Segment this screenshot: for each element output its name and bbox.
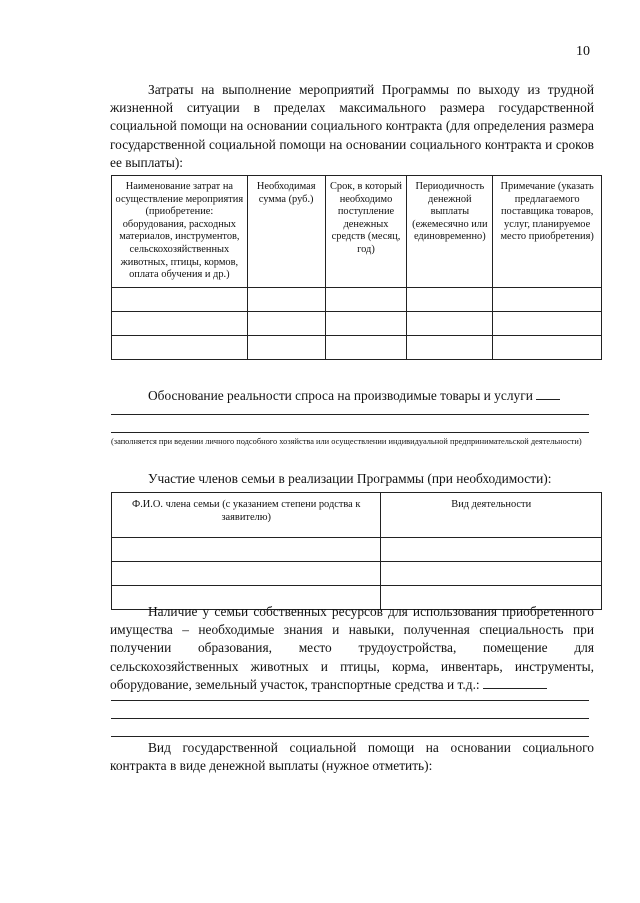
resources-input-line[interactable] xyxy=(111,700,589,701)
resources-paragraph xyxy=(110,603,594,694)
costs-header-amount: Необходимая сумма (руб.) xyxy=(247,176,325,288)
table-cell[interactable] xyxy=(112,287,248,311)
table-cell[interactable] xyxy=(407,287,493,311)
table-cell[interactable] xyxy=(493,311,602,335)
demand-label-line xyxy=(148,387,560,404)
table-cell[interactable] xyxy=(325,287,407,311)
table-cell[interactable] xyxy=(325,311,407,335)
table-cell[interactable] xyxy=(247,311,325,335)
costs-header-note: Примечание (указать предлагаемого поставщика товаров, услуг, планируемое место приобретения) xyxy=(493,176,602,288)
demand-input-line[interactable] xyxy=(111,432,589,433)
table-row xyxy=(112,335,602,359)
table-cell[interactable] xyxy=(112,311,248,335)
table-cell[interactable] xyxy=(247,335,325,359)
resources-input-line[interactable] xyxy=(111,736,589,737)
demand-input-blank[interactable] xyxy=(536,387,560,400)
family-header-name: Ф.И.О. члена семьи (с указанием степени родства к заявителю) xyxy=(112,493,381,538)
table-row xyxy=(112,562,602,586)
table-cell[interactable] xyxy=(493,335,602,359)
table-cell[interactable] xyxy=(381,562,602,586)
demand-input-line[interactable] xyxy=(111,414,589,415)
resources-input-line[interactable] xyxy=(111,718,589,719)
table-cell[interactable] xyxy=(493,287,602,311)
table-cell[interactable] xyxy=(112,562,381,586)
table-cell[interactable] xyxy=(407,335,493,359)
table-cell[interactable] xyxy=(381,538,602,562)
table-row xyxy=(112,538,602,562)
costs-intro-paragraph: Затраты на выполнение мероприятий Программы по выходу из трудной жизненной ситуации в пределах максимального размера государственной социальной помощи на основании социального контракта (для определения размера государственной социальной помощи на основании социального контракта и сроков ее выплаты): xyxy=(110,82,594,170)
family-table xyxy=(111,492,602,610)
resources-input-blank[interactable] xyxy=(483,676,547,689)
costs-table xyxy=(111,175,602,360)
costs-header-term: Срок, в который необходимо поступление денежных средств (месяц, год) xyxy=(325,176,407,288)
family-header-activity: Вид деятельности xyxy=(381,493,602,538)
family-table-header-row xyxy=(112,493,602,538)
table-cell[interactable] xyxy=(112,335,248,359)
table-cell[interactable] xyxy=(407,311,493,335)
table-row xyxy=(112,287,602,311)
demand-note: (заполняется при ведении личного подсобного хозяйства или осуществлении индивидуальной предпринимательской деятельности) xyxy=(111,437,582,446)
table-cell[interactable] xyxy=(247,287,325,311)
resources-text: Наличие у семьи собственных ресурсов для использования приобретенного имущества – необходимые знания и навыки, полученная специальность при получении образования, место трудоустройства, помещение для сельскохозяйственных животных и птицы, корма, инвентарь, инструменты, оборудование, земельный участок, транспортные средства и т.д.: xyxy=(110,604,594,692)
assistance-paragraph: Вид государственной социальной помощи на основании социального контракта в виде денежной выплаты (нужное отметить): xyxy=(110,740,594,774)
costs-header-name: Наименование затрат на осуществление мероприятия (приобретение: оборудования, расходных материалов, инструментов, сельскохозяйственных животных, птицы, кормов, оплата обучения и др.) xyxy=(112,176,248,288)
table-cell[interactable] xyxy=(325,335,407,359)
costs-table-header-row xyxy=(112,176,602,288)
table-row xyxy=(112,311,602,335)
costs-header-periodicity: Периодичность денежной выплаты (ежемесячно или единовременно) xyxy=(407,176,493,288)
demand-label: Обоснование реальности спроса на производимые товары и услуги xyxy=(148,388,533,403)
table-cell[interactable] xyxy=(112,538,381,562)
family-intro: Участие членов семьи в реализации Программы (при необходимости): xyxy=(148,471,552,486)
page-number: 10 xyxy=(576,44,590,59)
